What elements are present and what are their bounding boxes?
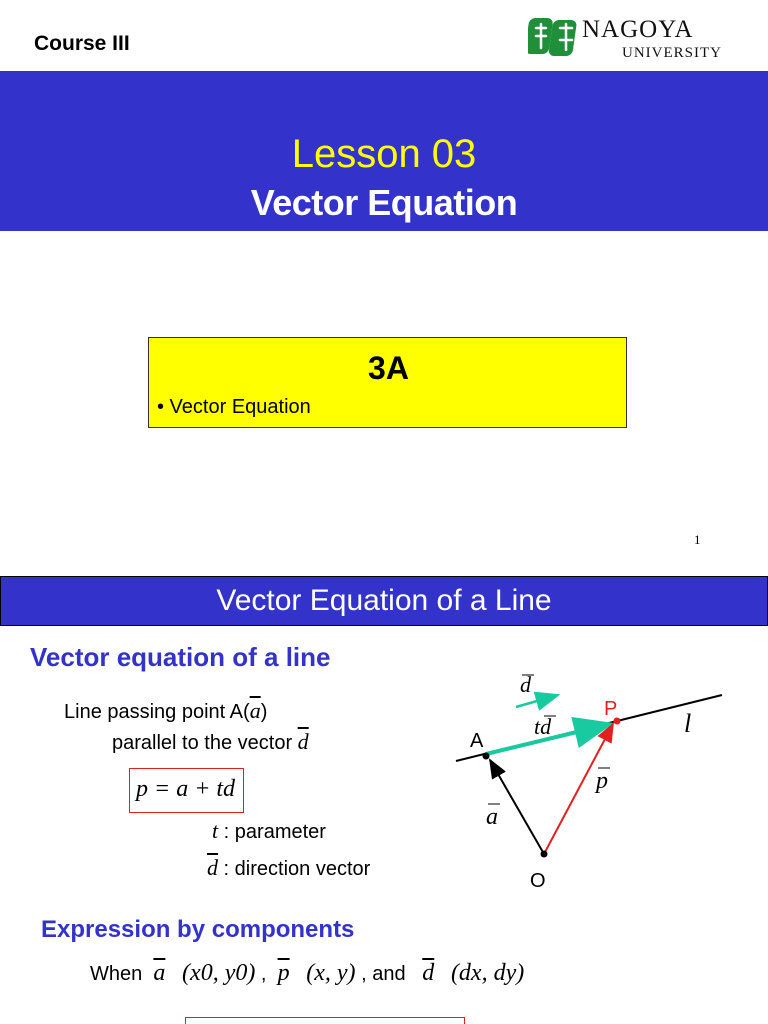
label-td: td bbox=[534, 714, 552, 739]
lesson-subtitle: Vector Equation bbox=[250, 182, 518, 223]
topic-item: • Vector Equation bbox=[157, 396, 311, 418]
label-O: O bbox=[530, 870, 546, 892]
param-symbol: t bbox=[212, 818, 219, 843]
logo-subtext: UNIVERSITY bbox=[622, 45, 722, 61]
components-heading: Expression by components bbox=[41, 916, 355, 943]
logo-name: NAGOYA bbox=[582, 16, 694, 43]
vector-equation: p = a + td bbox=[136, 776, 236, 802]
point-O bbox=[541, 851, 548, 858]
direction-note bbox=[207, 855, 370, 881]
line-passing-text bbox=[64, 698, 267, 724]
topic-box bbox=[148, 337, 627, 428]
comp-p-coord: (x, y) bbox=[306, 960, 356, 986]
page-number: 1 bbox=[694, 532, 701, 547]
label-P: P bbox=[604, 698, 618, 720]
topic-code: 3A bbox=[368, 350, 409, 386]
line2-text: parallel to the vector bbox=[112, 732, 293, 754]
lesson-title: Lesson 03 bbox=[291, 132, 477, 176]
comp-a: $\overline{a}$ bbox=[153, 960, 166, 986]
comp-a-coord: (x0, y0) bbox=[182, 960, 256, 986]
label-A: A bbox=[470, 730, 484, 752]
components-line: When $\overline{a}$ (x0, y0) , $\overline{p}$ (x, y) , and $\overline{d}$ (dx, dy) bbox=[90, 960, 525, 986]
vector-d-symbol: $\overline{d}$ bbox=[297, 729, 309, 754]
components-equation-box bbox=[185, 1017, 465, 1024]
slide2-title: Vector Equation of a Line bbox=[216, 584, 552, 617]
vector-line-diagram bbox=[448, 660, 768, 900]
vector-a-arrow bbox=[490, 760, 544, 854]
label-d: d bbox=[520, 672, 531, 697]
vector-a-symbol: $\overline{a}$ bbox=[249, 698, 261, 723]
comp-and: , and bbox=[361, 963, 406, 985]
comp-when: When bbox=[90, 963, 143, 985]
comp-d: $\overline{d}$ bbox=[422, 960, 435, 986]
param-text: : parameter bbox=[218, 821, 326, 843]
comp-p: $\overline{p}$ bbox=[277, 960, 290, 986]
label-a: a bbox=[486, 804, 498, 830]
point-A bbox=[483, 753, 490, 760]
label-p: p bbox=[596, 768, 608, 794]
line1-prefix: Line passing point A( bbox=[64, 701, 250, 723]
parameter-note bbox=[212, 818, 326, 844]
label-l: l bbox=[684, 709, 692, 738]
line1-suffix: ) bbox=[260, 701, 268, 723]
comp-d-coord: (dx, dy) bbox=[450, 960, 525, 986]
parallel-text bbox=[112, 729, 309, 755]
section-heading: Vector equation of a line bbox=[30, 642, 331, 672]
dir-text: : direction vector bbox=[218, 858, 371, 880]
dir-symbol: $\overline{d}$ bbox=[207, 855, 218, 880]
university-emblem-icon bbox=[528, 18, 577, 56]
course-label: Course III bbox=[34, 32, 130, 55]
